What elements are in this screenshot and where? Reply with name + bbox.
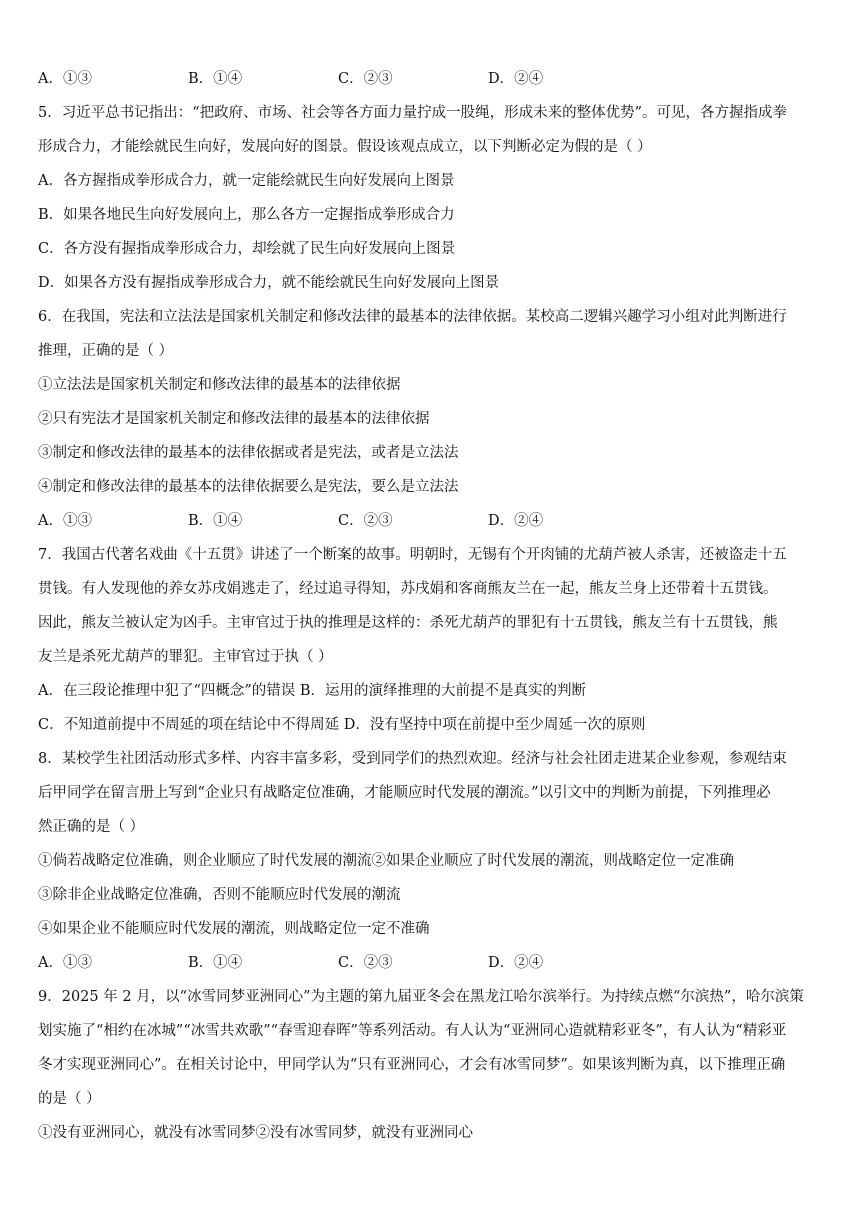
q4-option-c: C．②③ [338,71,393,87]
q8-option-c: C．②③ [338,955,393,971]
q4-option-d: D．②④ [488,71,544,87]
q5-choice-c: C．各方没有握指成拳形成合力，却绘就了民生向好发展向上图景 [38,241,456,257]
q4-option-a: A．①③ [38,71,92,87]
question-9 [38,980,824,1150]
q8-option-b: B．①④ [188,955,243,971]
q8-options [38,946,824,980]
q6-item-4: ④制定和修改法律的最基本的法律依据要么是宪法，要么是立法法 [38,479,459,495]
q9-stem-line: 划实施了“相约在冰城”“冰雪共欢歌”“春雪迎春晖”等系列活动。有人认为“亚洲同心造就精彩亚冬”，有人认为“精彩亚 [38,1023,787,1039]
q5-stem-line: 5．习近平总书记指出：“把政府、市场、社会等各方面力量拧成一股绳，形成未来的整体优势”。可见，各方握指成拳 [38,105,788,121]
q8-item-3: ③除非企业战略定位准确，否则不能顺应时代发展的潮流 [38,887,401,903]
q7-stem-line: 贯钱。有人发现他的养女苏戌娟逃走了，经过追寻得知，苏戌娟和客商熊友兰在一起，熊友兰身上还带着十五贯钱。 [38,581,778,597]
question-5 [38,96,824,300]
q8-option-d: D．②④ [488,955,544,971]
q7-stem-line: 友兰是杀死尤葫芦的罪犯。主审官过于执（ ） [38,649,333,665]
q4-options [38,62,824,96]
q8-items-1-2: ①倘若战略定位准确，则企业顺应了时代发展的潮流②如果企业顺应了时代发展的潮流，则战略定位一定准确 [38,853,734,869]
q9-items-1-2: ①没有亚洲同心，就没有冰雪同梦②没有冰雪同梦，就没有亚洲同心 [38,1125,473,1141]
q7-choices-cd: C．不知道前提中不周延的项在结论中不得周延 D．没有坚持中项在前提中至少周延一次的原则 [38,717,646,733]
q9-stem-line: 冬才实现亚洲同心”。在相关讨论中，甲同学认为“只有亚洲同心，才会有冰雪同梦”。如果该判断为真，以下推理正确 [38,1057,786,1073]
q7-stem-line: 因此，熊友兰被认定为凶手。主审官过于执的推理是这样的：杀死尤葫芦的罪犯有十五贯钱，熊友兰有十五贯钱，熊 [38,615,778,631]
q6-option-b: B．①④ [188,513,243,529]
question-8 [38,742,824,980]
q5-choice-b: B．如果各地民生向好发展向上，那么各方一定握指成拳形成合力 [38,207,455,223]
q6-item-3: ③制定和修改法律的最基本的法律依据或者是宪法，或者是立法法 [38,445,459,461]
q7-choices-ab: A．在三段论推理中犯了“四概念”的错误 B．运用的演绎推理的大前提不是真实的判断 [38,683,587,699]
q6-stem-line: 6．在我国，宪法和立法法是国家机关制定和修改法律的最基本的法律依据。某校高二逻辑兴趣学习小组对此判断进行 [38,309,787,325]
q6-option-a: A．①③ [38,513,92,529]
q6-item-1: ①立法法是国家机关制定和修改法律的最基本的法律依据 [38,377,401,393]
exam-page [38,62,824,1150]
q8-stem-line: 后甲同学在留言册上写到“企业只有战略定位准确，才能顺应时代发展的潮流。”以引文中的判断为前提，下列推理必 [38,785,771,801]
q8-stem-line: 然正确的是（ ） [38,819,145,835]
q9-stem-line: 9．2025 年 2 月，以“冰雪同梦亚洲同心”为主题的第九届亚冬会在黑龙江哈尔滨举行。为持续点燃“尔滨热”，哈尔滨策 [38,989,804,1005]
q6-option-c: C．②③ [338,513,393,529]
q5-stem-line: 形成合力，才能绘就民生向好，发展向好的图景。假设该观点成立，以下判断必定为假的是（ ） [38,139,652,155]
q6-options [38,504,824,538]
q9-stem-line: 的是（ ） [38,1091,101,1107]
q5-choice-a: A．各方握指成拳形成合力，就一定能绘就民生向好发展向上图景 [38,173,455,189]
q4-option-b: B．①④ [188,71,243,87]
q6-item-2: ②只有宪法才是国家机关制定和修改法律的最基本的法律依据 [38,411,430,427]
question-7 [38,538,824,742]
q8-stem-line: 8．某校学生社团活动形式多样、内容丰富多彩，受到同学们的热烈欢迎。经济与社会社团走进某企业参观，参观结束 [38,751,787,767]
question-6 [38,300,824,538]
q8-option-a: A．①③ [38,955,92,971]
q6-stem-line: 推理，正确的是（ ） [38,343,174,359]
q5-choice-d: D．如果各方没有握指成拳形成合力，就不能绘就民生向好发展向上图景 [38,275,500,291]
q7-stem-line: 7．我国古代著名戏曲《十五贯》讲述了一个断案的故事。明朝时，无锡有个开肉铺的尤葫芦被人杀害，还被盗走十五 [38,547,787,563]
q6-option-d: D．②④ [488,513,544,529]
q8-item-4: ④如果企业不能顺应时代发展的潮流，则战略定位一定不准确 [38,921,430,937]
